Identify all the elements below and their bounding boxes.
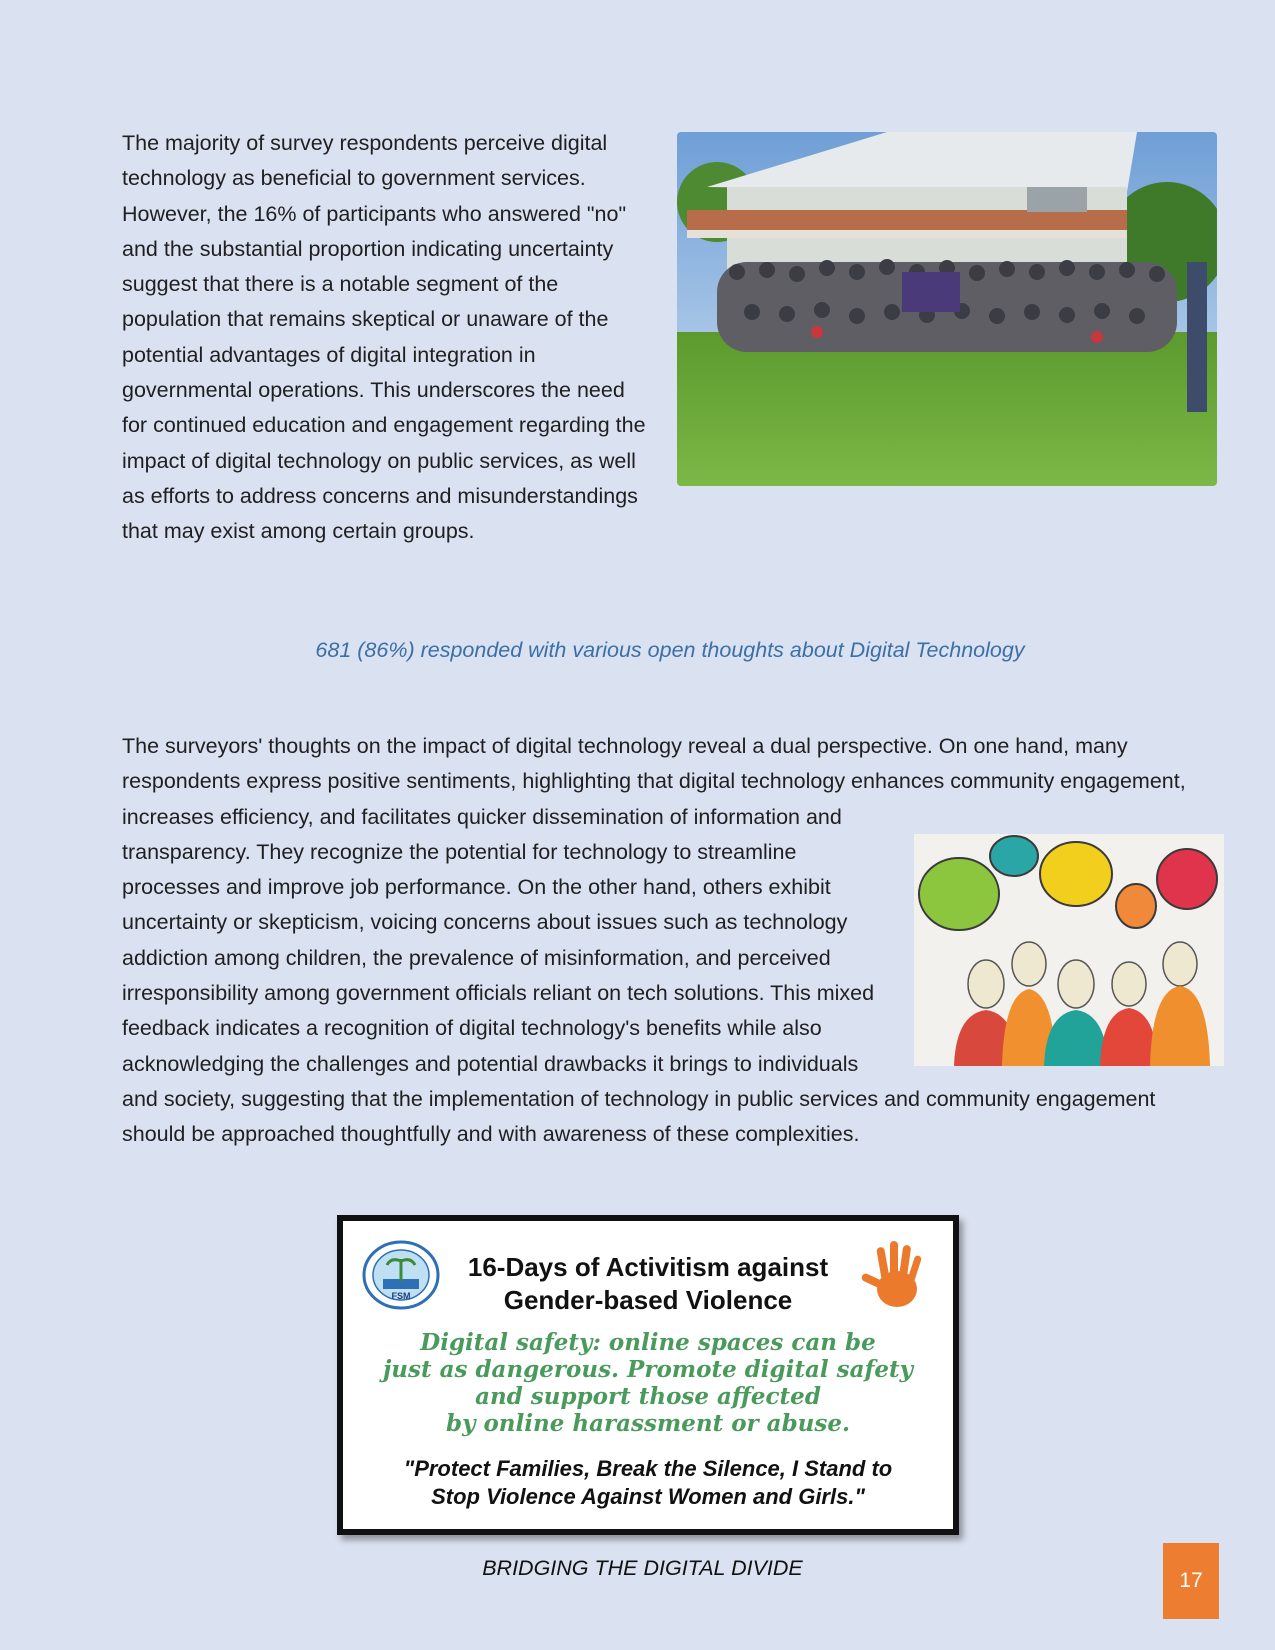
paragraph-1-text: The majority of survey respondents perceive digital technology as beneficial to government services. However, the 16% of participants who answered "no" and the substantial proportion indicating uncertainty suggest that there is a notable segment of the population that remains skeptical or unaware of the potential advantages of digital integration in governmental operations. This underscores the need for continued education and engagement regarding the impact of digital technology on public services, as well as efforts to address concerns and misunderstandings that may exist among certain groups.: [122, 131, 646, 544]
body-paragraph-1: [122, 126, 1217, 550]
fsm-seal-logo: [361, 1239, 441, 1311]
page-number-badge: 17: [1163, 1543, 1219, 1619]
footer-title: BRIDGING THE DIGITAL DIVIDE: [482, 1556, 803, 1580]
paragraph-2-text: The surveyors' thoughts on the impact of digital technology reveal a dual perspective. On one hand, many respondents express positive sentiments, highlighting that digital technology enhances community engagement, increases efficiency, and facilitates quicker dissemination of information and transparency. They recognize the potential for technology to streamline processes and improve job performance. On the other hand, others exhibit uncertainty or skepticism, voicing concerns about issues such as technology addiction among children, the prevalence of misinformation, and perceived irresponsibility among government officials reliant on tech solutions. This mixed feedback indicates a recognition of digital technology's benefits while also acknowledging the challenges and potential drawbacks it brings to individuals and society, suggesting that the implementation of technology in public services and community engagement should be approached thoughtfully and with awareness of these complexities.: [122, 734, 1186, 1147]
group-photo: [677, 132, 1217, 486]
survey-caption: 681 (86%) responded with various open thoughts about Digital Technology: [315, 638, 1025, 662]
svg-text:FSM: FSM: [391, 1291, 411, 1301]
poster-digital-safety-message: Digital safety: online spaces can be just as dangerous. Promote digital safety and support those affected by online harassment or abuse.: [382, 1329, 914, 1437]
speech-bubbles-illustration: [914, 834, 1224, 1066]
poster-title: 16-Days of Activitism against Gender-based Violence: [467, 1252, 829, 1315]
activism-poster: [337, 1215, 959, 1535]
handprint-icon: [857, 1237, 935, 1317]
poster-quote: "Protect Families, Break the Silence, I Stand to Stop Violence Against Women and Girls.": [403, 1456, 893, 1509]
body-paragraph-2: [122, 729, 1224, 1153]
